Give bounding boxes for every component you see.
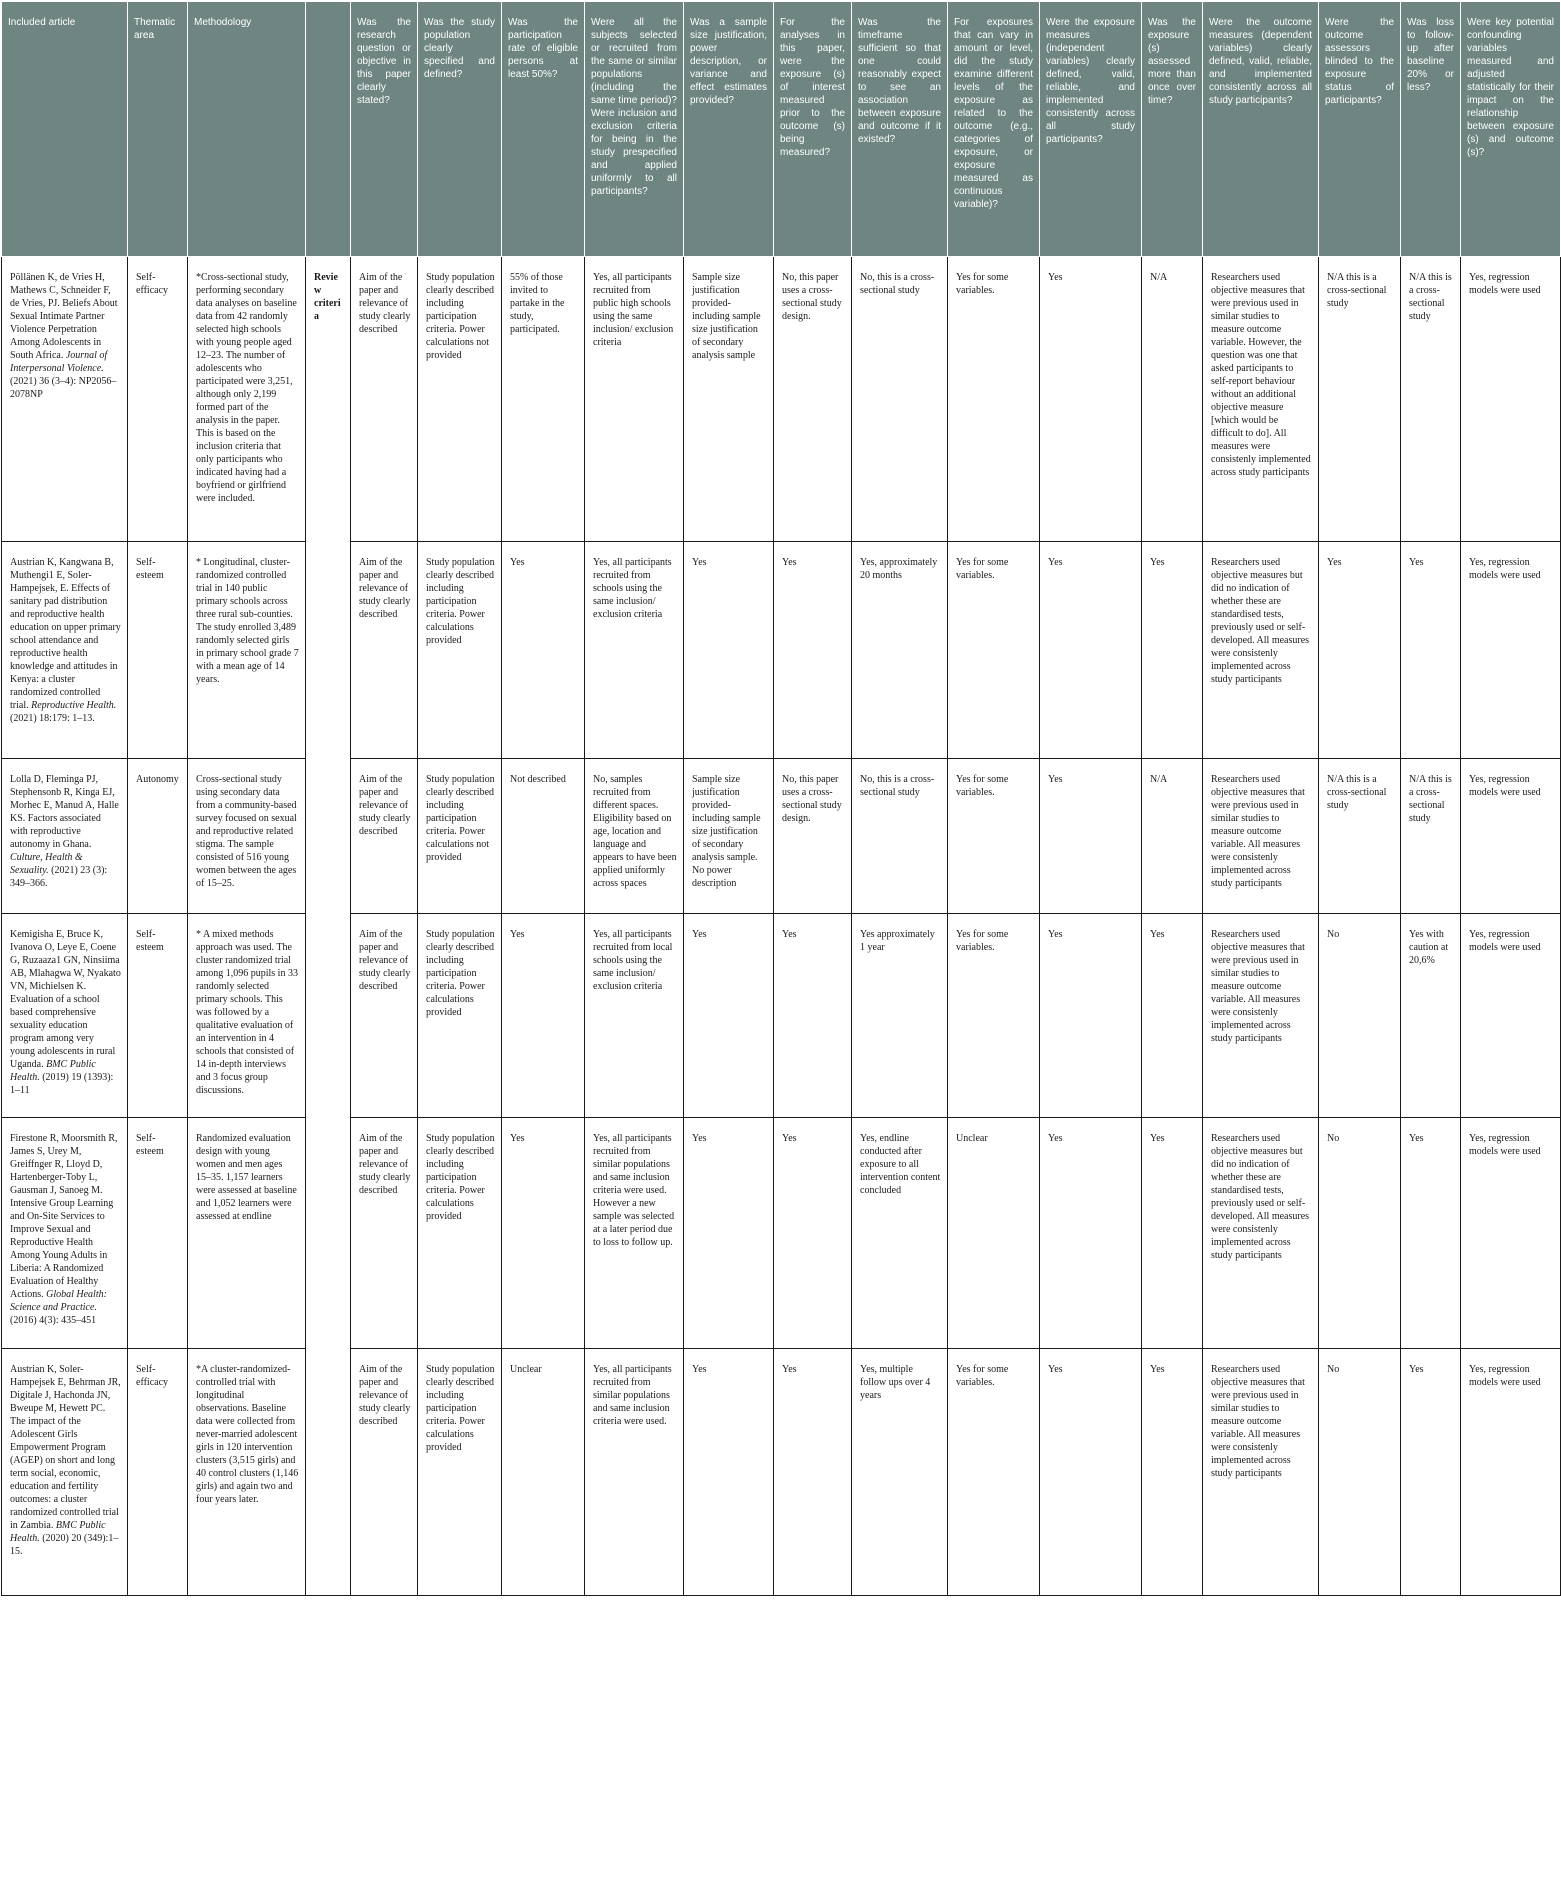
cell-q1: Aim of the paper and relevance of study clearly described	[351, 1349, 418, 1596]
article-journal: Culture, Health & Sexuality.	[10, 852, 83, 876]
cell-q3: Yes	[502, 914, 585, 1118]
cell-q12: N/A this is a cross-sectional study	[1319, 759, 1401, 914]
cell-q13: N/A this is a cross-sectional study	[1401, 759, 1461, 914]
col-header-q3: Was the participation rate of eligible persons at least 50%?	[502, 2, 585, 257]
cell-q2: Study population clearly described including participation criteria. Power calculations not provided	[418, 257, 502, 542]
table-row	[2, 1349, 1561, 1596]
cell-q14: Yes, regression models were used	[1461, 759, 1561, 914]
cell-article	[2, 914, 128, 1118]
cell-q2: Study population clearly described including participation criteria. Power calculations provided	[418, 1118, 502, 1349]
cell-thematic: Self-esteem	[128, 914, 188, 1118]
cell-q3: Not described	[502, 759, 585, 914]
article-journal: Reproductive Health.	[31, 700, 117, 711]
cell-q11: Researchers used objective measures that were previous used in similar studies to measure outcome variable. All measures were consistenly implemented across study participants	[1203, 1349, 1319, 1596]
article-journal: Journal of Interpersonal Violence.	[10, 350, 108, 374]
table-row	[2, 759, 1561, 914]
article-volume: (2016) 4(3): 435–451	[10, 1315, 97, 1326]
cell-q10: Yes	[1142, 542, 1203, 759]
cell-q9: Yes	[1040, 257, 1142, 542]
cell-q5: Yes	[684, 542, 774, 759]
cell-q2: Study population clearly described including participation criteria. Power calculations provided	[418, 1349, 502, 1596]
cell-q2: Study population clearly described including participation criteria. Power calculations not provided	[418, 759, 502, 914]
cell-methodology: Cross-sectional study using secondary data from a community-based survey focused on sexual and reproductive related stigma. The sample consisted of 516 young women between the ages of 15–25.	[188, 759, 306, 914]
cell-q6: No, this paper uses a cross-sectional study design.	[774, 257, 852, 542]
cell-q11: Researchers used objective measures that were previous used in similar studies to measure outcome variable. However, the question was one that asked participants to self-report behaviour without an additional objective measure [which would be difficult to do]. All measures were consistenly implemented across study participants	[1203, 257, 1319, 542]
quality-assessment-table	[1, 1, 1561, 1596]
cell-q5: Sample size justification provided- including sample size justification of secondary analysis sample. No power description	[684, 759, 774, 914]
cell-q13: Yes	[1401, 542, 1461, 759]
cell-q8: Unclear	[948, 1118, 1040, 1349]
col-header-q7: Was the timeframe sufficient so that one could reasonably expect to see an association between exposure and outcome if it existed?	[852, 2, 948, 257]
col-header-q10: Was the exposure (s) assessed more than once over time?	[1142, 2, 1203, 257]
cell-q2: Study population clearly described including participation criteria. Power calculations provided	[418, 914, 502, 1118]
cell-thematic: Autonomy	[128, 759, 188, 914]
cell-q11: Researchers used objective measures that were previous used in similar studies to measure outcome variable. All measures were consistenly implemented across study participants	[1203, 914, 1319, 1118]
cell-q7: Yes approximately 1 year	[852, 914, 948, 1118]
cell-q11: Researchers used objective measures but did no indication of whether these are standardised tests, previously used or self-developed. All measures were consistenly implemented across study participants	[1203, 542, 1319, 759]
cell-q14: Yes, regression models were used	[1461, 257, 1561, 542]
article-citation: Austrian K, Soler-Hampejsek E, Behrman JR, Digitale J, Hachonda JN, Bweupe M, Hewett PC. The impact of the Adolescent Girls Empowerment Program (AGEP) on short and long term social, economic, education and fertility outcomes: a cluster randomized controlled trial in Zambia.	[10, 1364, 121, 1531]
cell-thematic: Self-esteem	[128, 542, 188, 759]
cell-q8: Yes for some variables.	[948, 1349, 1040, 1596]
cell-q10: N/A	[1142, 257, 1203, 542]
cell-q9: Yes	[1040, 1349, 1142, 1596]
cell-q9: Yes	[1040, 759, 1142, 914]
cell-methodology: *Cross-sectional study, performing secondary data analyses on baseline data from 42 randomly selected high schools with young people aged 12–23. The number of adolescents who participated were 3,251, although only 2,199 formed part of the analysis in the paper. This is based on the inclusion criteria that only participants who indicated having had a boyfriend or girlfriend were included.	[188, 257, 306, 542]
cell-q4: Yes, all participants recruited from public high schools using the same inclusion/ exclusion criteria	[585, 257, 684, 542]
cell-q1: Aim of the paper and relevance of study clearly described	[351, 914, 418, 1118]
cell-q9: Yes	[1040, 542, 1142, 759]
table-row	[2, 542, 1561, 759]
cell-q9: Yes	[1040, 1118, 1142, 1349]
cell-q5: Yes	[684, 1118, 774, 1349]
cell-q14: Yes, regression models were used	[1461, 1118, 1561, 1349]
table-row	[2, 257, 1561, 542]
col-header-q8: For exposures that can vary in amount or level, did the study examine different levels of the exposure as related to the outcome (e.g., categories of exposure, or exposure measured as continuous variable)?	[948, 2, 1040, 257]
cell-q11: Researchers used objective measures that were previous used in similar studies to measure outcome variable. All measures were consistenly implemented across study participants	[1203, 759, 1319, 914]
cell-article	[2, 1349, 128, 1596]
cell-q4: No, samples recruited from different spaces. Eligibility based on age, location and language and appears to have been applied uniformly across spaces	[585, 759, 684, 914]
article-citation: Firestone R, Moorsmith R, James S, Urey M, Greiffnger R, Lloyd D, Hartenberger-Toby L, Gausman J, Sanoeg M. Intensive Group Learning and On-Site Services to Improve Sexual and Reproductive Health Among Young Adults in Liberia: A Randomized Evaluation of Healthy Actions.	[10, 1133, 118, 1300]
cell-q12: No	[1319, 914, 1401, 1118]
cell-q6: Yes	[774, 1349, 852, 1596]
article-volume: (2020) 20 (349):1–15.	[10, 1533, 119, 1557]
cell-q12: N/A this is a cross-sectional study	[1319, 257, 1401, 542]
cell-methodology: * Longitudinal, cluster-randomized controlled trial in 140 public primary schools across three rural sub-counties. The study enrolled 3,489 randomly selected girls in primary school grade 7 with a mean age of 14 years.	[188, 542, 306, 759]
cell-q4: Yes, all participants recruited from schools using the same inclusion/ exclusion criteria	[585, 542, 684, 759]
cell-article	[2, 257, 128, 542]
cell-article	[2, 759, 128, 914]
col-header-included-article: Included article	[2, 2, 128, 257]
cell-q14: Yes, regression models were used	[1461, 542, 1561, 759]
article-journal: BMC Public Health.	[10, 1520, 106, 1544]
col-header-q14: Were key potential confounding variables measured and adjusted statistically for their impact on the relationship between exposure (s) and outcome (s)?	[1461, 2, 1561, 257]
cell-q2: Study population clearly described including participation criteria. Power calculations provided	[418, 542, 502, 759]
article-journal: Global Health: Science and Practice.	[10, 1289, 107, 1313]
cell-q3: Yes	[502, 1118, 585, 1349]
cell-q13: Yes with caution at 20,6%	[1401, 914, 1461, 1118]
col-header-methodology: Methodology	[188, 2, 306, 257]
cell-q10: N/A	[1142, 759, 1203, 914]
cell-thematic: Self-efficacy	[128, 1349, 188, 1596]
table-row	[2, 1118, 1561, 1349]
cell-methodology: Randomized evaluation design with young women and men ages 15–35. 1,157 learners were assessed at baseline and 1,052 learners were assessed at endline	[188, 1118, 306, 1349]
cell-q6: No, this paper uses a cross-sectional study design.	[774, 759, 852, 914]
cell-q12: Yes	[1319, 542, 1401, 759]
article-citation: Austrian K, Kangwana B, Muthengi1 E, Soler-Hampejsek, E. Effects of sanitary pad distribution and reproductive health education on upper primary school attendance and reproductive health knowledge and attitudes in Kenya: a cluster randomized controlled trial.	[10, 557, 121, 711]
article-citation: Lolla D, Flemingа PJ, Stephensonb R, Kinga EJ, Morhec E, Manud A, Halle KS. Factors associated with reproductive autonomy in Ghana.	[10, 774, 119, 850]
cell-q1: Aim of the paper and relevance of study clearly described	[351, 257, 418, 542]
cell-q8: Yes for some variables.	[948, 542, 1040, 759]
article-volume: (2021) 18:179: 1–13.	[10, 713, 95, 724]
col-header-q9: Were the exposure measures (independent variables) clearly defined, valid, reliable, and implemented consistently across all study participants?	[1040, 2, 1142, 257]
cell-q5: Yes	[684, 1349, 774, 1596]
cell-q1: Aim of the paper and relevance of study clearly described	[351, 759, 418, 914]
article-journal: BMC Public Health.	[10, 1059, 96, 1083]
col-header-q1: Was the research question or objective in this paper clearly stated?	[351, 2, 418, 257]
cell-q9: Yes	[1040, 914, 1142, 1118]
cell-thematic: Self-esteem	[128, 1118, 188, 1349]
cell-q13: Yes	[1401, 1118, 1461, 1349]
cell-q10: Yes	[1142, 1118, 1203, 1349]
cell-q14: Yes, regression models were used	[1461, 1349, 1561, 1596]
cell-article	[2, 542, 128, 759]
cell-q10: Yes	[1142, 1349, 1203, 1596]
cell-q8: Yes for some variables.	[948, 914, 1040, 1118]
cell-q7: Yes, approximately 20 months	[852, 542, 948, 759]
cell-q11: Researchers used objective measures but did no indication of whether these are standardised tests, previously used or self-developed. All measures were consistenly implemented across study participants	[1203, 1118, 1319, 1349]
cell-q7: No, this is a cross-sectional study	[852, 257, 948, 542]
cell-methodology: * A mixed methods approach was used. The cluster randomized trial among 1,096 pupils in 33 randomly selected primary schools. This was followed by a qualitative evaluation of an intervention in 4 schools that consisted of 14 in-depth interviews and 3 focus group discussions.	[188, 914, 306, 1118]
cell-q10: Yes	[1142, 914, 1203, 1118]
cell-q7: Yes, endline conducted after exposure to all intervention content concluded	[852, 1118, 948, 1349]
col-header-q4: Were all the subjects selected or recruited from the same or similar populations (including the same time period)? Were inclusion and exclusion criteria for being in the study prespecified and applied uniformly to all participants?	[585, 2, 684, 257]
cell-q6: Yes	[774, 914, 852, 1118]
cell-q7: Yes, multiple follow ups over 4 years	[852, 1349, 948, 1596]
cell-q5: Sample size justification provided- including sample size justification of secondary analysis sample	[684, 257, 774, 542]
cell-q13: Yes	[1401, 1349, 1461, 1596]
table-row	[2, 914, 1561, 1118]
cell-q1: Aim of the paper and relevance of study clearly described	[351, 542, 418, 759]
col-header-thematic-area: Thematic area	[128, 2, 188, 257]
cell-q8: Yes for some variables.	[948, 257, 1040, 542]
cell-q4: Yes, all participants recruited from similar populations and same inclusion criteria were used.	[585, 1349, 684, 1596]
col-header-q6: For the analyses in this paper, were the exposure (s) of interest measured prior to the outcome (s) being measured?	[774, 2, 852, 257]
col-header-q13: Was loss to follow-up after baseline 20% or less?	[1401, 2, 1461, 257]
cell-q6: Yes	[774, 542, 852, 759]
article-citation: Pöllänen K, de Vries H, Mathews C, Schneider F, de Vries, PJ. Beliefs About Sexual Intimate Partner Violence Perpetration Among Adolescents in South Africa.	[10, 272, 118, 361]
col-header-q12: Were the outcome assessors blinded to the exposure status of participants?	[1319, 2, 1401, 257]
cell-q14: Yes, regression models were used	[1461, 914, 1561, 1118]
cell-methodology: *A cluster-randomized-controlled trial with longitudinal observations. Baseline data were collected from never-married adolescent girls in 120 intervention clusters (3,515 girls) and 40 control clusters (1,146 girls) and again two and four years later.	[188, 1349, 306, 1596]
cell-review-criteria: Review criteria	[306, 257, 351, 1596]
cell-q6: Yes	[774, 1118, 852, 1349]
cell-q3: Unclear	[502, 1349, 585, 1596]
article-citation: Kemigisha E, Bruce K, Ivanova O, Leye E, Coene G, Ruzaaza1 GN, Ninsiima AB, Mlahagwa W, Nyakato VN, Michielsen K. Evaluation of a school based comprehensive sexuality education program among very young adolescents in rural Uganda.	[10, 929, 121, 1070]
cell-q12: No	[1319, 1118, 1401, 1349]
cell-q1: Aim of the paper and relevance of study clearly described	[351, 1118, 418, 1349]
col-header-q11: Were the outcome measures (dependent variables) clearly defined, valid, reliable, and implemented consistently across all study participants?	[1203, 2, 1319, 257]
cell-q12: No	[1319, 1349, 1401, 1596]
cell-q4: Yes, all participants recruited from similar populations and same inclusion criteria were used. However a new sample was selected at a later period due to loss to follow up.	[585, 1118, 684, 1349]
col-header-blank	[306, 2, 351, 257]
article-volume: (2021) 23 (3): 349–366.	[10, 865, 108, 889]
article-volume: (2021) 36 (3–4): NP2056–2078NP	[10, 376, 117, 400]
cell-q13: N/A this is a cross-sectional study	[1401, 257, 1461, 542]
col-header-q2: Was the study population clearly specified and defined?	[418, 2, 502, 257]
header-row	[2, 2, 1561, 257]
cell-q5: Yes	[684, 914, 774, 1118]
cell-q3: 55% of those invited to partake in the study, participated.	[502, 257, 585, 542]
cell-article	[2, 1118, 128, 1349]
article-volume: (2019) 19 (1393): 1–11	[10, 1072, 114, 1096]
col-header-q5: Was a sample size justification, power description, or variance and effect estimates provided?	[684, 2, 774, 257]
cell-thematic: Self-efficacy	[128, 257, 188, 542]
cell-q7: No, this is a cross-sectional study	[852, 759, 948, 914]
cell-q4: Yes, all participants recruited from local schools using the same inclusion/ exclusion criteria	[585, 914, 684, 1118]
cell-q8: Yes for some variables.	[948, 759, 1040, 914]
cell-q3: Yes	[502, 542, 585, 759]
